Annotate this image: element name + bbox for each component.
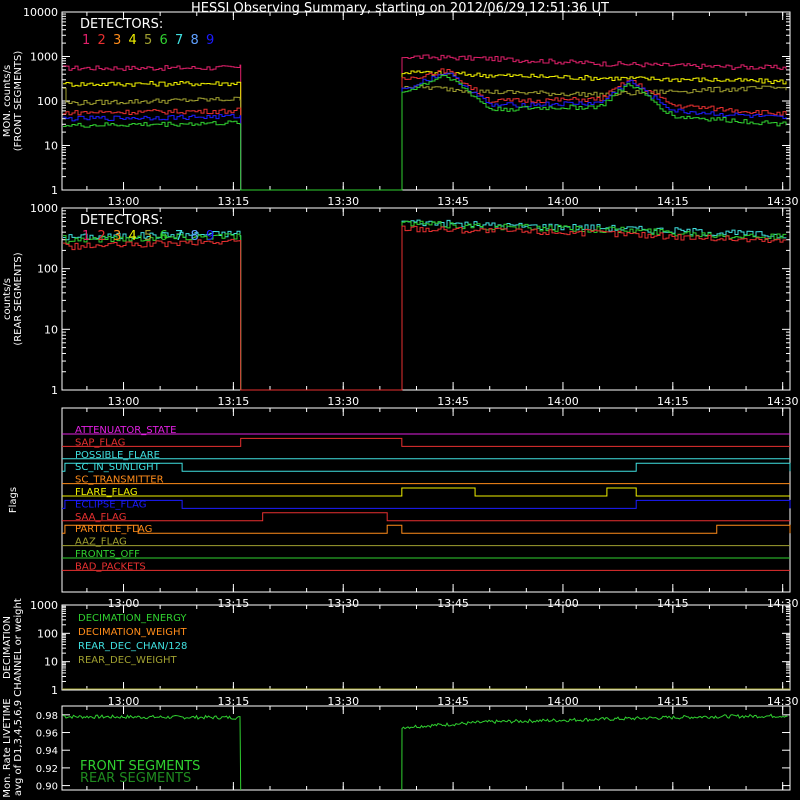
x-tick-label: 14:15	[656, 395, 689, 408]
y-axis-label-2: (REAR SEGMENTS)	[13, 252, 24, 346]
detector-number-4: 4	[128, 229, 137, 244]
series-line-2	[63, 69, 786, 190]
detector-number-4: 4	[128, 33, 137, 48]
x-tick-label: 14:30	[766, 695, 799, 708]
detector-number-3: 3	[113, 229, 122, 244]
detector-number-9: 9	[206, 33, 215, 48]
flag-line-sc_in_sunlight	[62, 462, 790, 474]
flag-label-flare_flag: FLARE_FLAG	[75, 487, 138, 498]
x-tick-label: 13:15	[217, 195, 250, 208]
flag-label-sc_transmitter: SC_TRANSMITTER	[75, 474, 164, 486]
flag-label-aaz_flag: AAZ_FLAG	[75, 536, 127, 548]
detectors-label: DETECTORS:	[80, 213, 164, 228]
y-tick-label: 1000	[30, 599, 58, 612]
flag-label-eclipse_flag: ECLIPSE_FLAG	[75, 499, 147, 511]
series-line-2	[63, 226, 786, 390]
x-tick-label: 13:30	[327, 695, 360, 708]
x-tick-label: 13:00	[107, 597, 140, 610]
detector-number-1: 1	[82, 229, 91, 244]
detector-number-2: 2	[97, 33, 106, 48]
y-axis-label-2: CHANNEL or weight	[13, 598, 24, 697]
x-tick-label: 13:30	[327, 395, 360, 408]
flag-label-attenuator_state: ATTENUATOR_STATE	[75, 425, 177, 436]
flag-label-sap_flag: SAP_FLAG	[75, 437, 126, 449]
detectors-label: DETECTORS:	[80, 17, 164, 32]
x-tick-label: 14:15	[656, 195, 689, 208]
x-tick-label: 13:45	[437, 597, 469, 610]
detector-number-6: 6	[159, 229, 168, 244]
flag-line-flare_flag	[62, 488, 790, 496]
x-tick-label: 13:15	[217, 597, 250, 610]
flag-line-sap_flag	[62, 437, 790, 449]
x-tick-label: 14:15	[656, 597, 689, 610]
x-tick-label: 14:00	[547, 597, 579, 610]
x-tick-label: 14:30	[766, 597, 799, 610]
series-line-9	[63, 73, 786, 190]
x-tick-label: 14:30	[766, 395, 799, 408]
detector-number-8: 8	[190, 229, 199, 244]
y-tick-label: 10	[44, 323, 58, 337]
decimation-legend-1: DECIMATION_ENERGY	[78, 613, 187, 624]
x-tick-label: 13:15	[217, 395, 250, 408]
series-line-5	[63, 85, 786, 190]
detector-number-7: 7	[175, 33, 184, 48]
flag-line-saa_flag	[62, 513, 790, 521]
y-tick-label: 1000	[30, 202, 58, 215]
page-title: HESSI Observing Summary, starting on 2012/06/29 12:51:36 UT	[191, 1, 609, 16]
series-line-6	[63, 75, 786, 190]
livetime-legend-rear: REAR SEGMENTS	[80, 771, 192, 786]
x-tick-label: 13:00	[107, 395, 140, 408]
y-tick-label: 1	[51, 384, 58, 397]
y-tick-label: 0.92	[35, 763, 58, 775]
detector-number-2: 2	[97, 229, 106, 244]
x-tick-label: 13:45	[437, 195, 469, 208]
y-tick-label: 1	[51, 684, 58, 697]
panel-1-frame	[62, 12, 790, 190]
decimation-legend-4: REAR_DEC_WEIGHT	[78, 655, 177, 666]
detector-number-7: 7	[175, 229, 184, 244]
livetime-legend-front: FRONT SEGMENTS	[80, 759, 201, 774]
y-axis-label-2: (FRONT SEGMENTS)	[13, 50, 24, 152]
y-tick-label: 0.98	[35, 710, 58, 722]
x-tick-label: 13:15	[217, 695, 250, 708]
flag-label-sc_in_sunlight: SC_IN_SUNLIGHT	[75, 462, 160, 474]
flag-label-bad_packets: BAD_PACKETS	[75, 561, 146, 573]
series-line-4	[63, 71, 786, 190]
y-tick-label: 10	[44, 139, 58, 153]
y-axis-label: MON. counts/s	[2, 64, 13, 138]
x-tick-label: 13:00	[107, 195, 140, 208]
y-axis-label: Flags	[8, 486, 19, 514]
y-tick-label: 1	[51, 184, 58, 197]
x-tick-label: 13:45	[437, 695, 469, 708]
detector-number-6: 6	[159, 33, 168, 48]
x-tick-label: 14:00	[547, 695, 579, 708]
y-tick-label: 0.90	[35, 781, 58, 793]
flag-line-particle_flag	[62, 524, 790, 536]
y-axis-label: counts/s	[2, 277, 13, 321]
x-tick-label: 13:30	[327, 597, 360, 610]
y-tick-label: 0.96	[35, 728, 58, 740]
y-axis-label-2: avg of D1,3,4,5,6,9	[13, 699, 24, 797]
detector-number-9: 9	[206, 229, 215, 244]
x-tick-label: 14:00	[547, 395, 579, 408]
y-tick-label: 10	[44, 655, 58, 669]
detector-number-5: 5	[144, 229, 153, 244]
series-line-7	[63, 220, 786, 390]
x-tick-label: 14:00	[547, 195, 579, 208]
y-tick-label: 100	[37, 262, 58, 276]
detector-number-8: 8	[190, 33, 199, 48]
detector-number-5: 5	[144, 33, 153, 48]
x-tick-label: 14:15	[656, 695, 689, 708]
x-tick-label: 13:00	[107, 695, 140, 708]
y-axis-label: DECIMATION	[2, 615, 13, 680]
decimation-legend-2: DECIMATION_WEIGHT	[78, 627, 187, 638]
flag-line-eclipse_flag	[62, 499, 790, 511]
y-tick-label: 0.94	[35, 746, 58, 758]
x-tick-label: 13:45	[437, 395, 469, 408]
flag-label-possible_flare: POSSIBLE_FLARE	[75, 449, 160, 461]
detector-number-3: 3	[113, 33, 122, 48]
y-tick-label: 100	[37, 627, 58, 641]
x-tick-label: 14:30	[766, 195, 799, 208]
flag-label-fronts_off: FRONTS_OFF	[75, 549, 140, 560]
x-tick-label: 13:30	[327, 195, 360, 208]
flag-label-particle_flag: PARTICLE_FLAG	[75, 524, 153, 536]
y-axis-label: Mon. Rate LIVETIME	[2, 698, 13, 798]
series-line-6	[63, 221, 786, 390]
y-tick-label: 100	[37, 95, 58, 108]
decimation-legend-3: REAR_DEC_CHAN/128	[78, 641, 188, 652]
y-tick-label: 10000	[23, 6, 58, 19]
detector-number-1: 1	[82, 33, 91, 48]
y-tick-label: 1000	[30, 50, 58, 64]
flag-label-saa_flag: SAA_FLAG	[75, 511, 127, 523]
